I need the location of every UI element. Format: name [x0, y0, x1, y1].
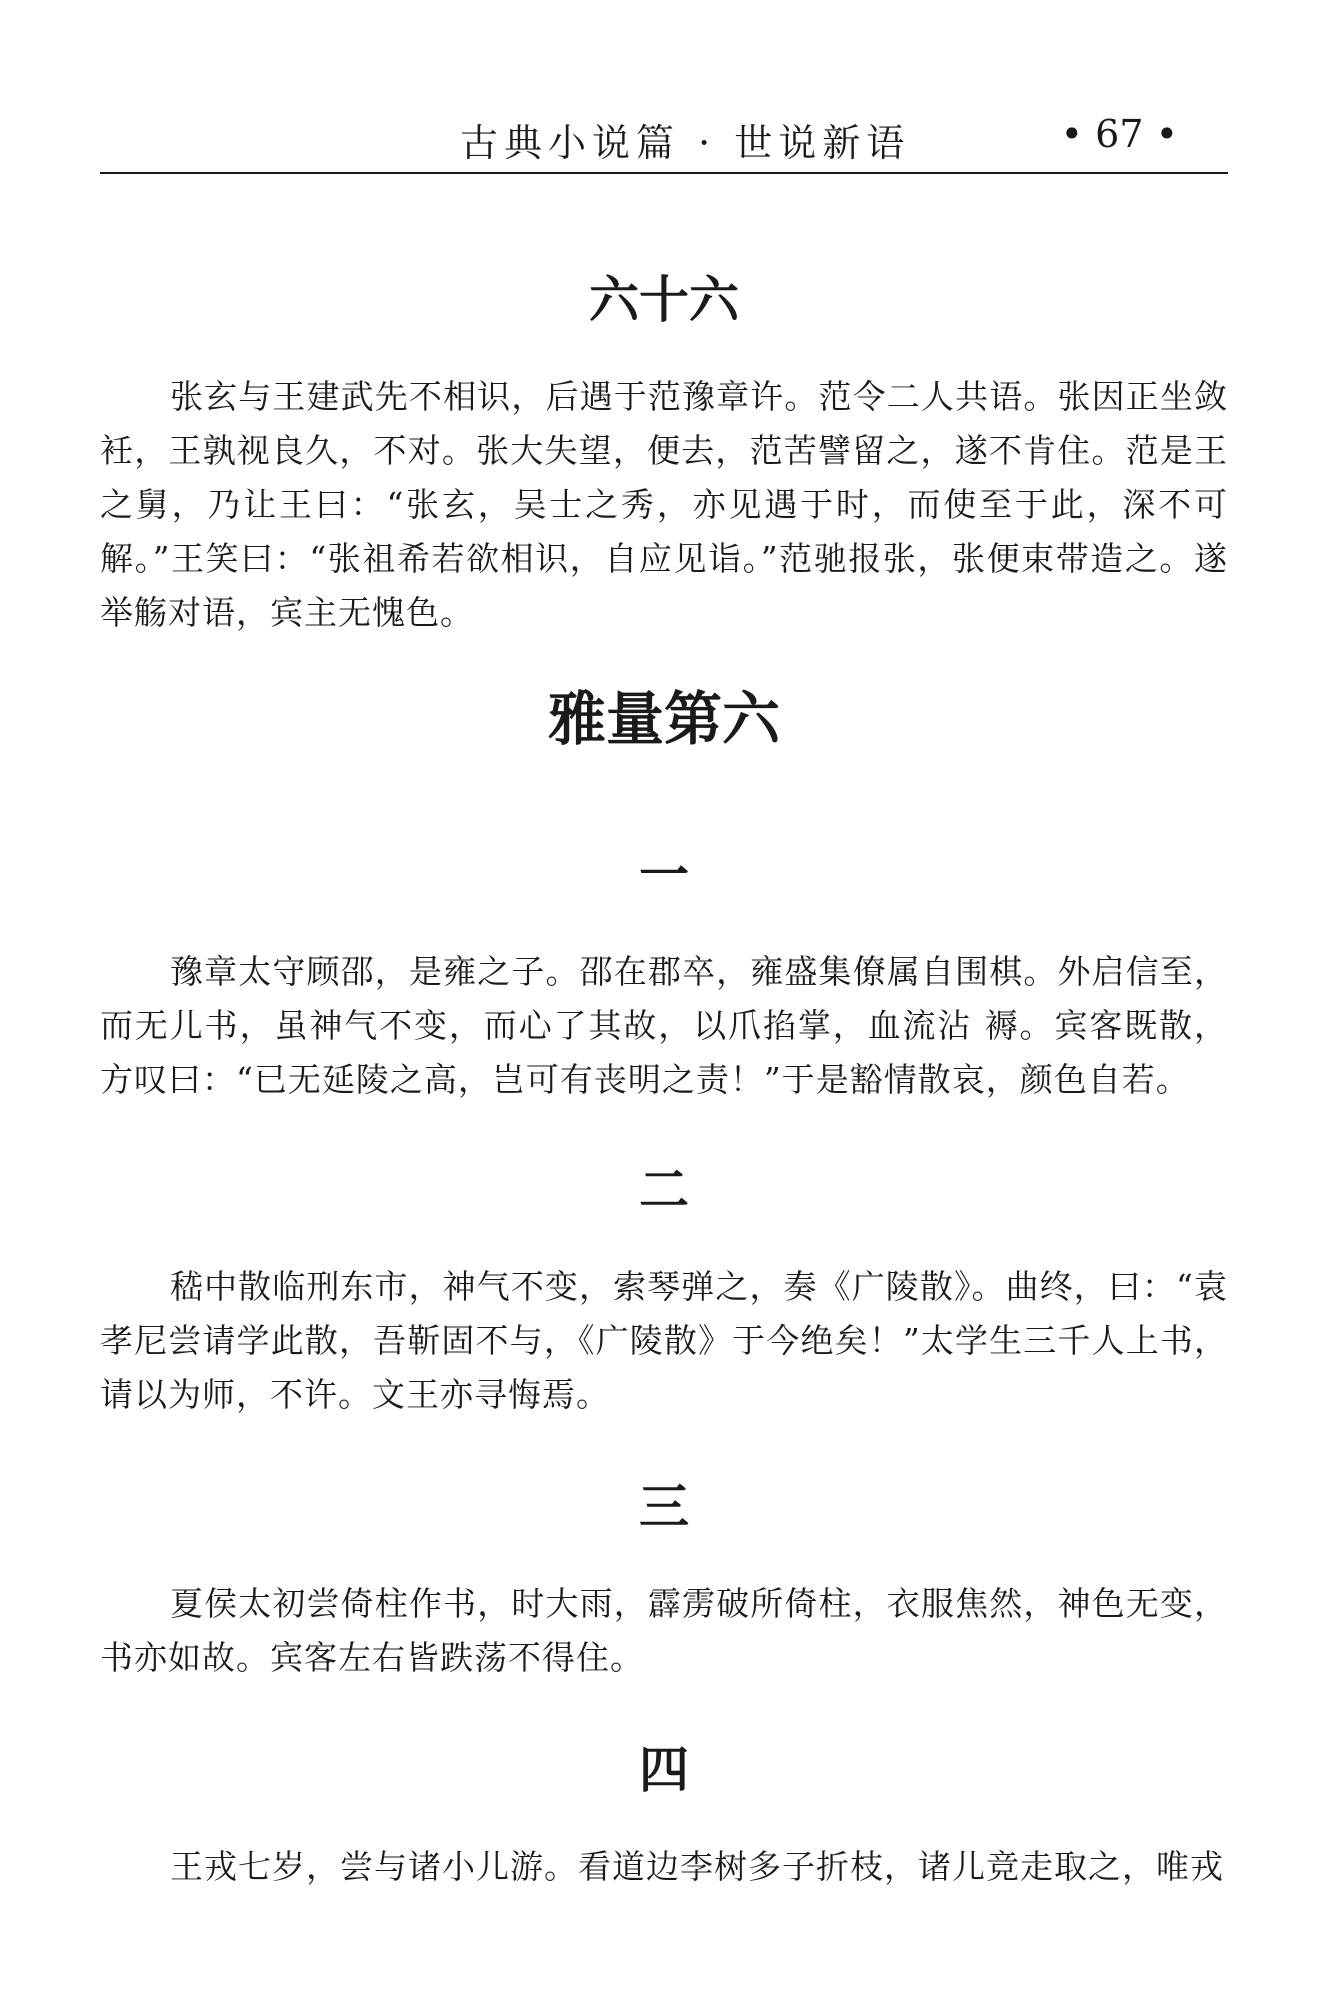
section-heading-1: 一 [639, 846, 689, 904]
page-header [100, 100, 1228, 174]
running-head: 古典小说篇 · 世说新语 [460, 121, 911, 165]
section-heading-2: 二 [639, 1161, 689, 1219]
section-4-text: 王戎七岁，尝与诸小儿游。看道边李树多子折枝，诸儿竞走取之，唯戎 [170, 1847, 1224, 1886]
section-3-text: 夏侯太初尝倚柱作书，时大雨，霹雳破所倚柱，衣服焦然，神色无变，书亦如故。宾客左右皆跌荡不得住。 [100, 1584, 1228, 1677]
section-heading-4: 四 [639, 1741, 689, 1799]
section-66-text: 张玄与王建武先不相识，后遇于范豫章许。范令二人共语。张因正坐敛衽，王孰视良久，不对。张大失望，便去，范苦譬留之，遂不肯住。范是王之舅，乃让王曰：“张玄，吴士之秀，亦见遇于时，而使至于此，深不可解。”王笑曰：“张祖希若欲相识，自应见诣。”范驰报张，张便束带造之。遂举觞对语，宾主无愧色。 [100, 377, 1228, 632]
section-1-text: 豫章太守顾邵，是雍之子。邵在郡卒，雍盛集僚属自围棋。外启信至，而无儿书，虽神气不变，而心了其故，以爪掐掌，血流沾 褥。宾客既散，方叹曰：“已无延陵之高，岂可有丧明之责！”于是豁情散哀，颜色自若。 [100, 952, 1228, 1099]
chapter-title: 雅量第六 [547, 685, 780, 753]
section-2-text: 嵇中散临刑东市，神气不变，索琴弹之，奏《广陵散》。曲终，曰：“袁孝尼尝请学此散，吾靳固不与，《广陵散》于今绝矣！”太学生三千人上书，请以为师，不许。文王亦寻悔焉。 [100, 1267, 1228, 1414]
page-number: • 67 • [1060, 112, 1178, 156]
section-heading-66: 六十六 [589, 271, 739, 329]
section-heading-3: 三 [639, 1478, 689, 1536]
